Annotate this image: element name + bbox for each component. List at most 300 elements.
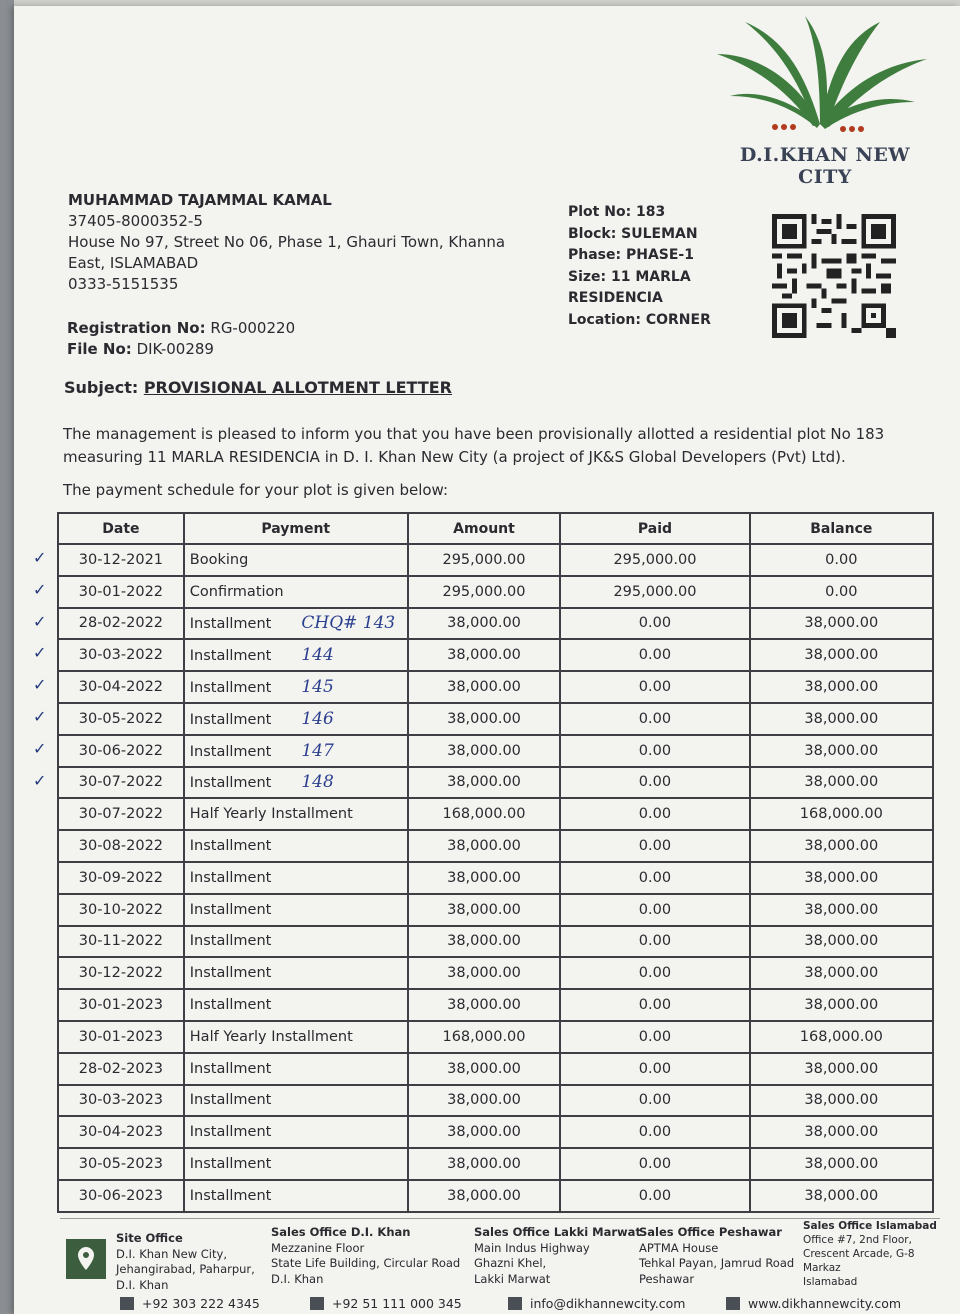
- payment-schedule-table: [57, 512, 934, 1213]
- row-paid: [560, 989, 749, 1021]
- row-balance-text: 38,000.00: [804, 869, 879, 886]
- row-paid: [560, 576, 749, 608]
- row-date: [58, 703, 184, 735]
- row-date-text: 28-02-2022: [78, 615, 164, 632]
- addressee-name: MUHAMMAD TAJAMMAL KAMAL: [68, 191, 332, 209]
- check-mark-icon: ✓: [33, 675, 47, 695]
- row-date-text: 30-07-2022: [78, 806, 164, 823]
- row-amount: [408, 989, 561, 1021]
- row-date-text: 30-11-2022: [78, 933, 164, 950]
- row-date-text: 30-12-2022: [78, 965, 164, 982]
- row-payment-text: Installment: [189, 1092, 272, 1109]
- peshawar-office-title: Sales Office Peshawar: [639, 1225, 782, 1239]
- row-amount: [408, 735, 561, 767]
- row-date-text: 30-03-2022: [78, 647, 164, 664]
- row-paid: [560, 894, 749, 926]
- brand-name: D.I.KHAN NEW CITY: [739, 144, 911, 188]
- row-payment: [184, 1085, 408, 1117]
- handwritten-cheque-note: 145: [301, 677, 334, 698]
- row-balance: [750, 957, 933, 989]
- row-payment: [184, 1116, 408, 1148]
- header-amount: Amount: [408, 513, 561, 544]
- plot-location: Location: CORNER: [568, 311, 711, 328]
- table-row: [58, 830, 933, 862]
- row-payment-text: Installment: [189, 838, 272, 855]
- row-date: [58, 798, 184, 830]
- row-amount: [408, 798, 561, 830]
- row-payment: [184, 1180, 408, 1212]
- email: [508, 1296, 685, 1311]
- registration-block: [67, 318, 295, 360]
- row-date-text: 28-02-2023: [78, 1060, 164, 1077]
- table-row: [58, 798, 933, 830]
- table-row: [58, 544, 933, 576]
- row-amount-text: 38,000.00: [447, 774, 521, 791]
- row-amount-text: 38,000.00: [447, 1187, 521, 1204]
- row-date: [58, 1053, 184, 1085]
- row-balance: [750, 735, 933, 767]
- row-balance-text: 38,000.00: [804, 965, 879, 982]
- dikhan-office-line: Mezzanine Floor: [271, 1240, 365, 1255]
- globe-icon: [726, 1297, 740, 1310]
- row-payment-text: Installment: [189, 680, 272, 697]
- row-paid-text: 0.00: [638, 1124, 672, 1141]
- row-date-text: 30-06-2022: [78, 742, 164, 759]
- row-balance: [750, 1148, 933, 1180]
- lakki-office-line: Lakki Marwat: [474, 1271, 551, 1286]
- row-paid-text: 0.00: [638, 997, 672, 1014]
- row-date: [58, 576, 184, 608]
- addressee-cnic: 37405-8000352-5: [68, 212, 203, 230]
- row-paid: [560, 735, 749, 767]
- row-balance-text: 38,000.00: [804, 838, 879, 855]
- row-date: [58, 1116, 184, 1148]
- table-row: [58, 639, 933, 671]
- email-icon: [508, 1297, 522, 1310]
- row-amount-text: 38,000.00: [447, 901, 521, 918]
- row-paid: [560, 1116, 749, 1148]
- header-date: Date: [58, 513, 184, 544]
- row-paid-text: 0.00: [638, 615, 672, 632]
- row-payment-text: Installment: [189, 1060, 272, 1077]
- row-paid-text: 0.00: [638, 1187, 672, 1204]
- row-amount-text: 38,000.00: [447, 615, 521, 632]
- peshawar-office-line: Tehkal Payan, Jamrud Road: [639, 1256, 795, 1270]
- row-amount-text: 38,000.00: [447, 869, 521, 886]
- plot-phase: Phase: PHASE-1: [568, 247, 694, 263]
- header-paid: Paid: [560, 513, 749, 544]
- table-row: [58, 608, 933, 640]
- table-row: [58, 1116, 933, 1148]
- row-payment-text: Installment: [189, 997, 272, 1014]
- subject-line: [64, 378, 452, 397]
- row-paid-text: 0.00: [638, 710, 672, 727]
- row-amount-text: 38,000.00: [447, 710, 521, 727]
- row-paid: [560, 1148, 749, 1180]
- row-payment-text: Installment: [189, 1187, 272, 1204]
- handwritten-cheque-note: 144: [301, 645, 334, 666]
- row-date-text: 30-04-2022: [78, 679, 164, 696]
- row-amount-text: 295,000.00: [442, 583, 526, 600]
- row-date: [58, 926, 184, 958]
- row-amount-text: 38,000.00: [447, 933, 521, 950]
- row-paid-text: 0.00: [638, 933, 672, 950]
- row-balance-text: 168,000.00: [799, 1028, 883, 1045]
- row-payment-text: Installment: [189, 711, 272, 728]
- row-balance: [750, 703, 933, 735]
- row-paid: [560, 862, 749, 894]
- islamabad-office-line: Office #7, 2nd Floor,: [803, 1234, 912, 1246]
- row-paid-text: 0.00: [638, 869, 672, 886]
- row-balance-text: 38,000.00: [804, 997, 879, 1014]
- row-balance: [750, 544, 933, 576]
- row-date: [58, 1148, 184, 1180]
- row-balance: [750, 989, 933, 1021]
- row-paid-text: 0.00: [638, 1092, 672, 1109]
- row-balance: [750, 830, 933, 862]
- row-paid: [560, 1180, 749, 1212]
- row-balance-text: 38,000.00: [804, 679, 879, 696]
- row-paid: [560, 798, 749, 830]
- row-payment: [184, 639, 408, 671]
- website-text: www.dikhannewcity.com: [748, 1296, 902, 1311]
- row-paid-text: 0.00: [638, 774, 672, 791]
- site-office-line: Jehangirabad, Paharpur,: [116, 1262, 255, 1276]
- row-paid: [560, 957, 749, 989]
- row-payment: [184, 894, 408, 926]
- row-paid-text: 0.00: [638, 838, 672, 855]
- plot-size: Size: 11 MARLA: [568, 268, 691, 285]
- addressee-address-line2: East, ISLAMABAD: [68, 254, 199, 272]
- row-date-text: 30-10-2022: [78, 901, 164, 918]
- row-amount: [408, 1180, 561, 1212]
- row-payment-text: Installment: [189, 933, 272, 950]
- peshawar-office-line: APTMA House: [639, 1240, 719, 1255]
- registration-number: RG-000220: [210, 319, 296, 337]
- palm-logo-icon: [705, 14, 935, 144]
- handwritten-cheque-note: 148: [301, 772, 334, 793]
- plot-block: Block: SULEMAN: [568, 225, 698, 242]
- check-mark-icon: ✓: [33, 548, 47, 567]
- row-balance-text: 38,000.00: [804, 1156, 879, 1173]
- row-balance-text: 38,000.00: [804, 1060, 879, 1077]
- row-balance-text: 38,000.00: [804, 1187, 879, 1204]
- row-payment-text: Half Yearly Installment: [189, 806, 353, 823]
- row-balance: [750, 671, 933, 703]
- peshawar-office-line: Peshawar: [639, 1271, 695, 1286]
- table-row: [58, 1180, 933, 1212]
- row-balance: [750, 1021, 933, 1053]
- lakki-office-line: Main Indus Highway: [474, 1240, 590, 1255]
- registration-label: Registration No:: [67, 319, 206, 337]
- row-payment: [184, 989, 408, 1021]
- row-amount-text: 38,000.00: [447, 997, 521, 1014]
- location-pin-icon: [66, 1239, 106, 1279]
- row-balance-text: 38,000.00: [804, 615, 879, 632]
- whatsapp-icon: [310, 1297, 324, 1310]
- row-date: [58, 639, 184, 671]
- table-row: [58, 1148, 933, 1180]
- row-amount-text: 38,000.00: [447, 965, 521, 982]
- row-payment-text: Installment: [189, 743, 272, 760]
- row-amount-text: 38,000.00: [447, 1092, 521, 1109]
- row-date-text: 30-04-2023: [78, 1124, 164, 1141]
- addressee-address-line1: House No 97, Street No 06, Phase 1, Ghauri Town, Khanna: [68, 233, 506, 251]
- row-date: [58, 1021, 184, 1053]
- row-amount: [408, 1021, 561, 1053]
- handwritten-cheque-note: 146: [301, 708, 334, 729]
- row-paid-text: 295,000.00: [613, 551, 697, 568]
- row-balance: [750, 608, 933, 640]
- row-date: [58, 671, 184, 703]
- phone-2: [310, 1296, 462, 1311]
- row-amount: [408, 957, 561, 989]
- row-payment-text: Installment: [189, 1124, 272, 1141]
- row-payment: [184, 798, 408, 830]
- row-date: [58, 1180, 184, 1212]
- phone-icon: [120, 1297, 134, 1310]
- schedule-intro: The payment schedule for your plot is given below:: [63, 481, 449, 499]
- addressee-phone: 0333-5151535: [68, 275, 179, 293]
- table-row: [58, 735, 933, 767]
- row-payment-text: Installment: [189, 775, 272, 792]
- row-balance-text: 38,000.00: [804, 933, 879, 950]
- row-paid-text: 0.00: [638, 1028, 672, 1045]
- row-paid-text: 0.00: [638, 965, 672, 982]
- table-row: [58, 894, 933, 926]
- row-paid: [560, 1085, 749, 1117]
- row-paid: [560, 1053, 749, 1085]
- islamabad-office-line: Islamabad: [803, 1276, 858, 1288]
- website: [726, 1296, 901, 1311]
- check-mark-icon: ✓: [33, 579, 47, 599]
- row-amount: [408, 767, 561, 799]
- table-row: [58, 671, 933, 703]
- subject-title: PROVISIONAL ALLOTMENT LETTER: [143, 378, 452, 397]
- phone-2-text: +92 51 111 000 345: [332, 1296, 462, 1311]
- row-balance-text: 38,000.00: [804, 1092, 879, 1109]
- row-date-text: 30-09-2022: [78, 869, 164, 886]
- row-payment: [184, 735, 408, 767]
- site-office-line: D.I. Khan: [116, 1277, 169, 1292]
- row-date-text: 30-01-2023: [78, 1028, 164, 1045]
- row-balance: [750, 1085, 933, 1117]
- row-balance: [750, 798, 933, 830]
- row-amount: [408, 1116, 561, 1148]
- plot-type: RESIDENCIA: [568, 290, 663, 306]
- row-amount-text: 38,000.00: [447, 1156, 521, 1173]
- row-amount-text: 38,000.00: [447, 742, 521, 759]
- dikhan-office-line: State Life Building, Circular Road: [271, 1256, 461, 1270]
- row-paid: [560, 1021, 749, 1053]
- row-paid-text: 0.00: [638, 1060, 672, 1077]
- row-date-text: 30-05-2023: [78, 1156, 164, 1173]
- row-payment: [184, 862, 408, 894]
- row-balance: [750, 1116, 933, 1148]
- table-row: [58, 576, 933, 608]
- row-payment: [184, 830, 408, 862]
- row-paid: [560, 767, 749, 799]
- row-amount: [408, 1148, 561, 1180]
- row-date: [58, 830, 184, 862]
- table-row: [58, 862, 933, 894]
- site-office-title: Site Office: [116, 1231, 183, 1245]
- row-balance: [750, 1053, 933, 1085]
- row-balance-text: 38,000.00: [804, 774, 879, 791]
- row-amount-text: 38,000.00: [447, 1060, 521, 1077]
- phone-1: [120, 1296, 260, 1311]
- row-payment-text: Installment: [189, 869, 272, 886]
- row-payment: [184, 1021, 408, 1053]
- row-paid-text: 0.00: [638, 901, 672, 918]
- row-paid: [560, 639, 749, 671]
- header-payment: Payment: [184, 513, 408, 544]
- lakki-office: [474, 1225, 641, 1287]
- table-row: [58, 1085, 933, 1117]
- subject-label: Subject:: [64, 378, 139, 397]
- row-amount: [408, 862, 561, 894]
- row-payment: [184, 544, 408, 576]
- check-mark-icon: ✓: [33, 707, 47, 726]
- row-paid: [560, 608, 749, 640]
- row-payment-text: Installment: [189, 965, 272, 982]
- row-balance-text: 0.00: [825, 551, 858, 568]
- handwritten-cheque-note: CHQ# 143: [301, 613, 396, 634]
- file-label: File No:: [67, 340, 132, 358]
- intro-paragraph: The management is pleased to inform you that you have been provisionally allotted a residential plot No 183 measuring 11 MARLA RESIDENCIA in D. I. Khan New City (a project of JK&S Global Developers (Pvt) Ltd).: [63, 425, 885, 466]
- table-row: [58, 1053, 933, 1085]
- row-amount: [408, 830, 561, 862]
- row-amount-text: 168,000.00: [442, 806, 526, 823]
- row-balance-text: 38,000.00: [804, 901, 879, 918]
- plot-number: Plot No: 183: [568, 204, 666, 220]
- row-balance: [750, 894, 933, 926]
- row-payment: [184, 671, 408, 703]
- dikhan-office-line: D.I. Khan: [271, 1271, 324, 1286]
- row-amount: [408, 544, 561, 576]
- row-date: [58, 767, 184, 799]
- islamabad-office-title: Sales Office Islamabad: [803, 1220, 937, 1232]
- row-paid-text: 0.00: [638, 806, 672, 823]
- row-payment-text: Confirmation: [189, 583, 284, 600]
- row-paid: [560, 703, 749, 735]
- row-balance-text: 0.00: [825, 583, 858, 600]
- row-balance-text: 38,000.00: [804, 710, 879, 727]
- table-row: [58, 767, 933, 799]
- row-date: [58, 735, 184, 767]
- brand-logo: [705, 14, 935, 188]
- row-date: [58, 544, 184, 576]
- row-amount: [408, 576, 561, 608]
- row-date-text: 30-05-2022: [78, 710, 164, 727]
- row-paid: [560, 830, 749, 862]
- site-office: [116, 1231, 255, 1293]
- row-payment-text: Installment: [189, 616, 272, 633]
- row-date-text: 30-06-2023: [78, 1187, 164, 1204]
- row-date-text: 30-12-2021: [78, 551, 164, 568]
- row-date-text: 30-01-2022: [78, 583, 164, 600]
- table-row: [58, 926, 933, 958]
- row-balance: [750, 576, 933, 608]
- row-date: [58, 957, 184, 989]
- check-mark-icon: ✓: [33, 611, 47, 631]
- row-balance-text: 38,000.00: [804, 742, 879, 759]
- row-payment: [184, 703, 408, 735]
- row-date-text: 30-07-2022: [78, 774, 164, 791]
- email-text: info@dikhannewcity.com: [530, 1296, 686, 1311]
- table-row: [58, 989, 933, 1021]
- row-balance: [750, 1180, 933, 1212]
- row-balance-text: 38,000.00: [804, 647, 879, 664]
- row-date-text: 30-03-2023: [78, 1092, 164, 1109]
- row-payment-text: Booking: [189, 551, 249, 568]
- row-payment: [184, 608, 408, 640]
- row-date: [58, 862, 184, 894]
- addressee-block: [68, 190, 505, 295]
- row-payment: [184, 767, 408, 799]
- dikhan-office-title: Sales Office D.I. Khan: [271, 1225, 411, 1239]
- row-paid: [560, 544, 749, 576]
- row-payment-text: Half Yearly Installment: [189, 1028, 353, 1045]
- row-amount: [408, 703, 561, 735]
- row-amount: [408, 894, 561, 926]
- row-payment-text: Installment: [189, 648, 272, 665]
- plot-details: [568, 202, 711, 331]
- row-paid-text: 0.00: [638, 1156, 672, 1173]
- handwritten-cheque-note: 147: [301, 740, 334, 761]
- row-paid-text: 0.00: [638, 742, 672, 759]
- row-date: [58, 1085, 184, 1117]
- row-amount: [408, 639, 561, 671]
- row-amount: [408, 1085, 561, 1117]
- row-amount: [408, 926, 561, 958]
- lakki-office-title: Sales Office Lakki Marwat: [474, 1225, 641, 1239]
- row-amount-text: 168,000.00: [442, 1028, 526, 1045]
- table-row: [58, 703, 933, 735]
- dikhan-office: [271, 1225, 460, 1287]
- check-mark-icon: ✓: [33, 738, 47, 758]
- page-edge: [0, 0, 14, 1314]
- row-payment: [184, 957, 408, 989]
- lakki-office-line: Ghazni Khel,: [474, 1256, 547, 1270]
- row-amount-text: 38,000.00: [447, 838, 521, 855]
- header-balance: Balance: [750, 513, 933, 544]
- table-header-row: [58, 513, 933, 544]
- row-paid: [560, 926, 749, 958]
- islamabad-office: [803, 1219, 940, 1289]
- check-mark-icon: ✓: [33, 643, 47, 663]
- row-payment: [184, 1148, 408, 1180]
- file-number: DIK-00289: [136, 340, 214, 358]
- row-paid-text: 0.00: [638, 647, 672, 664]
- row-paid: [560, 671, 749, 703]
- qr-code-icon: [772, 214, 896, 338]
- peshawar-office: [639, 1225, 794, 1287]
- check-mark-icon: ✓: [33, 770, 47, 790]
- row-amount-text: 38,000.00: [447, 679, 521, 696]
- row-date-text: 30-08-2022: [78, 838, 164, 855]
- row-amount: [408, 1053, 561, 1085]
- table-row: [58, 1021, 933, 1053]
- islamabad-office-line: Crescent Arcade, G-8 Markaz: [803, 1248, 915, 1274]
- row-paid-text: 295,000.00: [613, 583, 697, 600]
- row-payment-text: Installment: [189, 1156, 272, 1173]
- row-payment: [184, 1053, 408, 1085]
- row-date-text: 30-01-2023: [78, 997, 164, 1014]
- row-payment: [184, 926, 408, 958]
- row-balance: [750, 926, 933, 958]
- row-amount-text: 38,000.00: [447, 1124, 521, 1141]
